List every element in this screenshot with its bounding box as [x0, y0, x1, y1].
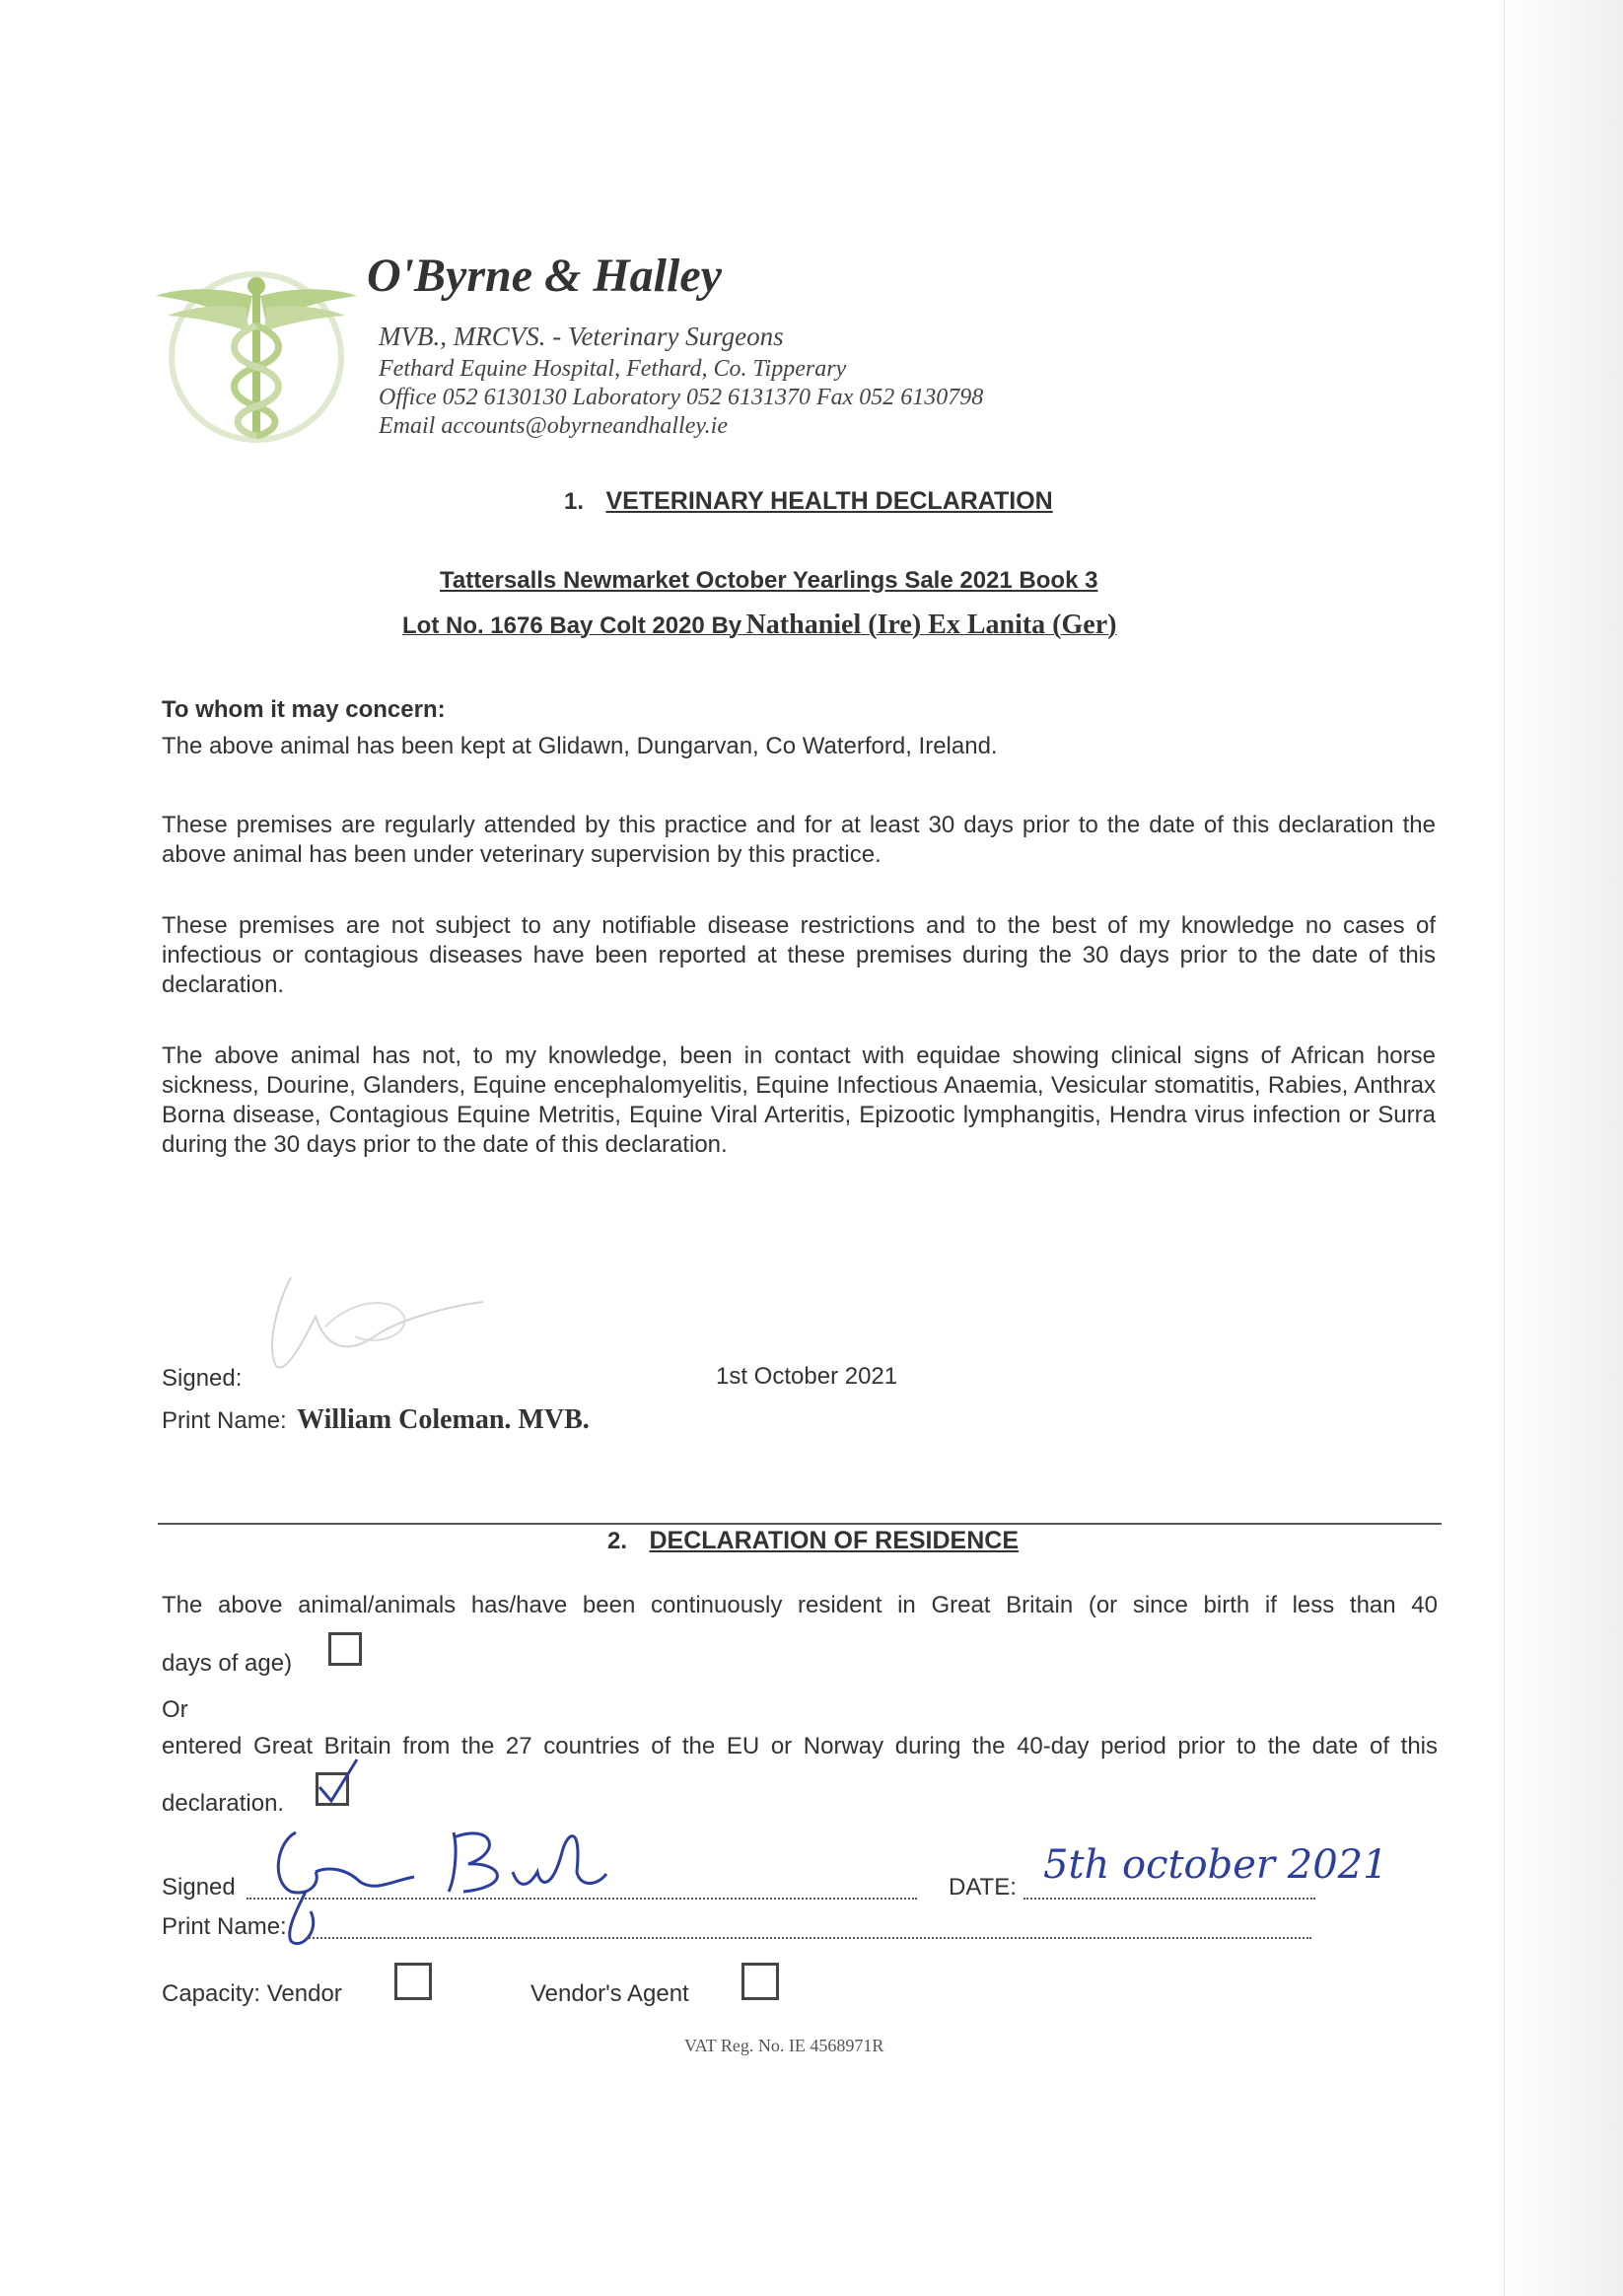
print-name-value: William Coleman. MVB. [297, 1404, 590, 1435]
date-dotted-line [1023, 1898, 1315, 1900]
date-handwritten: 5th october 2021 [1043, 1842, 1388, 1888]
residence-option2-line2: declaration. [162, 1790, 285, 1817]
lot-horse: Nathaniel (Ire) Ex Lanita (Ger) [745, 610, 1117, 640]
section1-heading [564, 487, 1053, 516]
page-edge-gradient [1505, 0, 1623, 2296]
section1-print-name [162, 1404, 590, 1436]
firm-name: O'Byrne & Halley [367, 250, 722, 302]
residence-option1-line1: The above animal/animals has/have been continuously resident in Great Britain (or since birth if less than 40 [162, 1592, 1438, 1618]
firm-email: Email accounts@obyrneandhalley.ie [379, 413, 728, 439]
section2-number: 2. [607, 1528, 628, 1554]
section2-heading [607, 1527, 1019, 1555]
vendor-signature [266, 1813, 621, 1951]
section2-print-name-label: Print Name: [162, 1913, 287, 1940]
lot-prefix: Lot No. 1676 Bay Colt 2020 By [402, 612, 742, 639]
vet-signature [247, 1267, 493, 1386]
print-name-dotted-line [306, 1937, 1311, 1939]
lot-line [402, 610, 1116, 641]
vendor-agent-checkbox[interactable] [741, 1963, 779, 2000]
section2-title: DECLARATION OF RESIDENCE [649, 1527, 1020, 1554]
vendor-checkbox[interactable] [394, 1963, 432, 2000]
section-divider [158, 1523, 1442, 1525]
vendor-agent-label: Vendor's Agent [530, 1980, 689, 2007]
resident-checkbox[interactable] [328, 1632, 362, 1666]
kept-at: The above animal has been kept at Glidawn, Dungarvan, Co Waterford, Ireland. [162, 733, 998, 759]
capacity-vendor-label: Capacity: Vendor [162, 1980, 342, 2007]
sale-line: Tattersalls Newmarket October Yearlings Sale 2021 Book 3 [440, 567, 1098, 594]
section1-number: 1. [564, 488, 585, 515]
caduceus-logo [148, 266, 365, 444]
firm-phones: Office 052 6130130 Laboratory 052 6131370 Fax 052 6130798 [379, 385, 984, 410]
salutation: To whom it may concern: [162, 696, 446, 723]
print-name-label: Print Name: [162, 1407, 287, 1434]
or-label: Or [162, 1696, 188, 1723]
paragraph-diseases: The above animal has not, to my knowledge, been in contact with equidae showing clinical signs of African horse sickness, Dourine, Glanders, Equine encephalomyelitis, Equine Infectious Anaemia, Vesicular stomatitis, Rabies, Anthrax Borna disease, Contagious Equine Metritis, Equine Viral Arteritis, Epizootic lymphangitis, Hendra virus infection or Surra during the 30 days prior to the date of this declaration. [162, 1042, 1436, 1158]
section1-title: VETERINARY HEALTH DECLARATION [605, 487, 1053, 515]
checkmark-icon [314, 1754, 363, 1813]
paragraph-restrictions: These premises are not subject to any notifiable disease restrictions and to the best of my knowledge no cases of infectious or contagious diseases have been reported at these premises during the 30 days prior to the date of this declaration. [162, 912, 1436, 998]
section1-date: 1st October 2021 [716, 1363, 898, 1390]
firm-qualifications: MVB., MRCVS. - Veterinary Surgeons [379, 322, 784, 351]
firm-address: Fethard Equine Hospital, Fethard, Co. Tipperary [379, 356, 847, 382]
section1-signed-label: Signed: [162, 1365, 243, 1392]
vat-number: VAT Reg. No. IE 4568971R [684, 2036, 884, 2055]
section2-signed-label: Signed [162, 1874, 236, 1901]
date-label: DATE: [949, 1874, 1017, 1901]
residence-option2-line1: entered Great Britain from the 27 countries of the EU or Norway during the 40-day period prior to the date of this [162, 1733, 1438, 1759]
residence-option1-line2: days of age) [162, 1650, 293, 1677]
paragraph-supervision: These premises are regularly attended by this practice and for at least 30 days prior to the date of this declaration the above animal has been under veterinary supervision by this practice. [162, 812, 1436, 868]
